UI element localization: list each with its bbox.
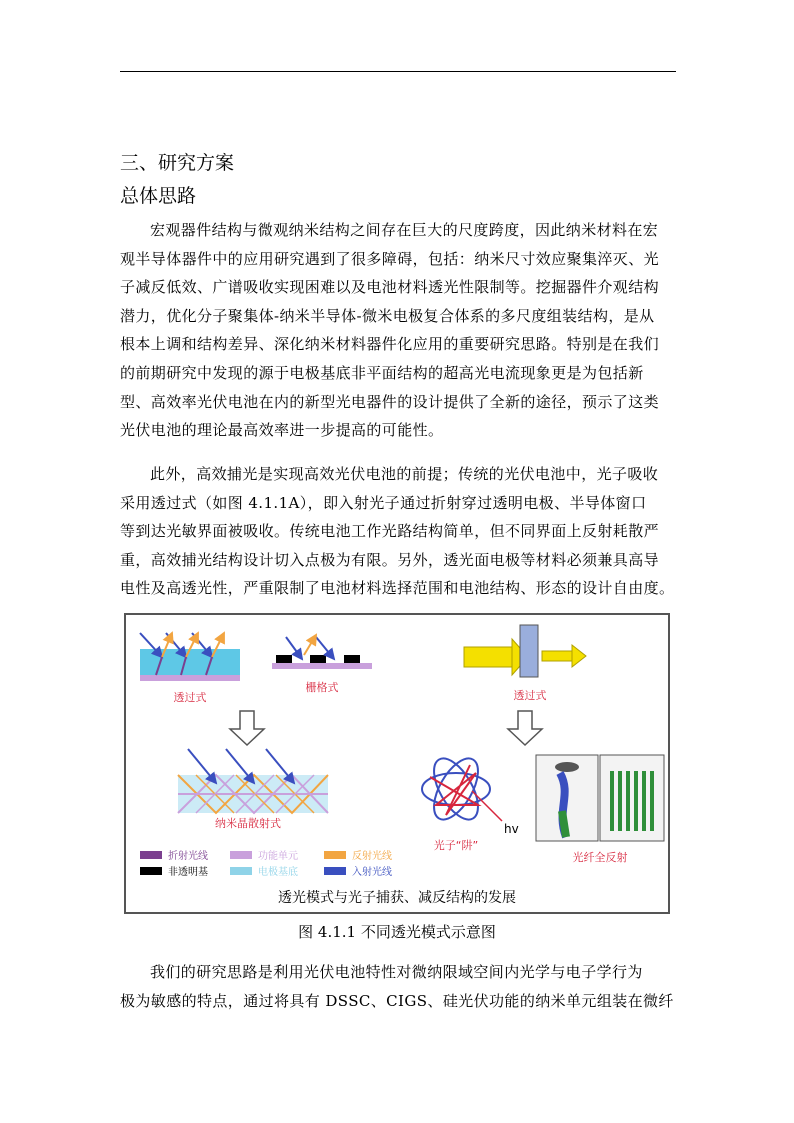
figure-4-1-1 [124, 613, 670, 914]
paragraph-line: 的前期研究中发现的源于电极基底非平面结构的超高光电流现象更是为包括新 [120, 363, 644, 382]
legend-label: 非透明基 [168, 867, 208, 878]
paragraph-line: 此外，高效捕光是实现高效光伏电池的前提；传统的光伏电池中，光子吸收 [150, 465, 659, 483]
down-arrow-left [230, 711, 264, 745]
transmissive-panel [140, 633, 240, 704]
label-fiber: 光纤全反射 [572, 851, 628, 864]
paragraph-line: 我们的研究思路是利用光伏电池特性对微纳限域空间内光学与电子学行为 [150, 963, 643, 981]
paragraph-line: 极为敏感的特点，通过将具有 DSSC、CIGS、硅光伏功能的纳米单元组装在微纤 [120, 991, 674, 1010]
subsection-title: 总体思路 [120, 185, 197, 207]
legend-swatch [230, 867, 252, 875]
legend-label: 功能单元 [258, 851, 298, 862]
paragraph-line: 光伏电池的理论最高效率进一步提高的可能性。 [120, 421, 444, 440]
down-arrow-right [508, 711, 542, 745]
figure-legend [140, 849, 392, 878]
legend-swatch [230, 851, 252, 859]
label-grating: 栅格式 [305, 681, 339, 694]
paragraph-line: 采用透过式（如图 4.1.1A），即入射光子通过折射穿过透明电极、半导体窗口 [120, 493, 647, 512]
paragraph-line: 电性及高透光性，严重限制了电池材料选择范围和电池结构、形态的设计自由度。 [120, 579, 675, 598]
legend-swatch [324, 867, 346, 875]
legend-label: 电极基底 [258, 867, 298, 878]
fiber-panel [536, 755, 664, 864]
paragraph-line: 宏观器件结构与微观纳米结构之间存在巨大的尺度跨度，因此纳米材料在宏 [150, 221, 659, 239]
label-transmit-left: 透过式 [173, 691, 207, 704]
legend-swatch [140, 867, 162, 875]
paragraph-3 [120, 958, 678, 1015]
header-rule [120, 71, 676, 72]
section-title: 三、研究方案 [120, 152, 235, 174]
paragraph-line: 型、高效率光伏电池在内的新型光电器件的设计提供了全新的途径，预示了这类 [120, 392, 660, 411]
paragraph-line: 根本上调和结构差异、深化纳米材料器件化应用的重要研究思路。特别是在我们 [120, 335, 660, 354]
legend-label: 入射光线 [352, 867, 392, 878]
figure-diagram [126, 615, 668, 912]
paragraph-line: 潜力，优化分子聚集体-纳米半导体-微米电极复合体系的多尺度组装结构，是从 [120, 306, 655, 325]
paragraph-line: 子减反低效、广谱吸收实现困难以及电池材料透光性限制等。挖掘器件介观结构 [120, 278, 660, 297]
legend-label: 反射光线 [352, 851, 392, 862]
paragraph-line: 等到达光敏界面被吸收。传统电池工作光路结构简单，但不同界面上反射耗散严 [120, 522, 660, 541]
paragraph-line: 重，高效捕光结构设计切入点极为有限。另外，透光面电极等材料必须兼具高导 [120, 550, 660, 569]
nanocrystal-panel [178, 749, 328, 830]
photon-trap-panel [422, 752, 519, 852]
label-photon-trap: 光子“阱” [433, 839, 479, 852]
grating-panel [272, 635, 372, 694]
legend-swatch [140, 851, 162, 859]
legend-label: 折射光线 [168, 851, 208, 862]
legend-swatch [324, 851, 346, 859]
paragraph-2 [120, 460, 678, 603]
paragraph-line: 观半导体器件中的应用研究遇到了很多障碍，包括：纳米尺寸效应聚集淬灭、光 [120, 249, 660, 268]
paragraph-1 [120, 216, 678, 445]
figure-bottom-title: 透光模式与光子捕获、减反结构的发展 [278, 890, 516, 906]
figure-caption: 图 4.1.1 不同透光模式示意图 [298, 923, 496, 941]
label-nanocrystal: 纳米晶散射式 [215, 817, 281, 830]
label-transmit-right: 透过式 [513, 689, 547, 702]
label-hv: hv [504, 822, 519, 836]
transmissive-right-panel [464, 625, 586, 702]
